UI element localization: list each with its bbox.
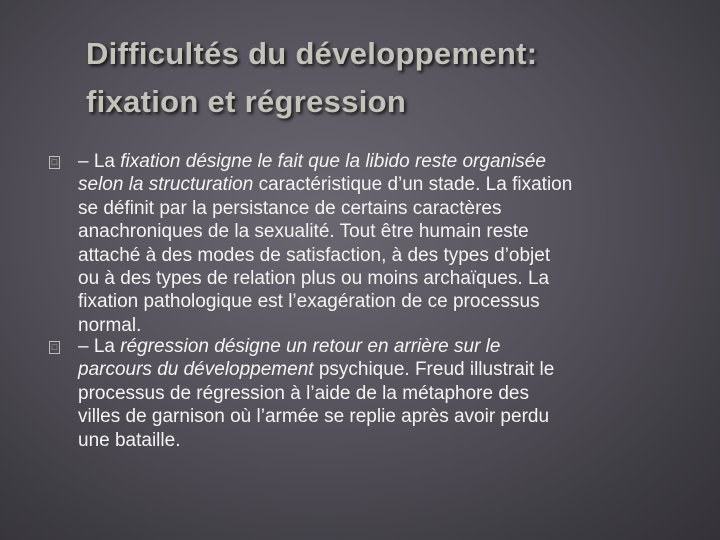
- bullet-line: [78, 244, 688, 267]
- bullet-box-icon: □: [49, 156, 60, 169]
- text-segment: fixation pathologique est l’exagération de ce processus: [78, 291, 540, 313]
- bullet-line: [78, 382, 688, 405]
- italic-term: régression désigne un retour en arrière sur le: [120, 336, 501, 357]
- bullet-line: [78, 267, 688, 290]
- bullet-line: [78, 290, 688, 313]
- text-segment: se définit par la persistance de certains caractères: [78, 197, 502, 219]
- text-segment: normal.: [78, 314, 142, 336]
- bullet-line: [78, 173, 688, 196]
- text-segment: ou à des types de relation plus ou moins archaïques. La: [78, 268, 550, 290]
- text-segment: caractéristique d’un stade. La fixation: [253, 174, 573, 196]
- bullet-line: [78, 314, 688, 337]
- text-segment: villes de garnison où l’armée se replie après avoir perdu: [78, 406, 550, 428]
- bullet-line: [78, 335, 688, 358]
- text-segment: attaché à des modes de satisfaction, à des types d’objet: [78, 244, 551, 266]
- bullet-box-icon: □: [49, 341, 60, 354]
- italic-term: désigne le fait que la libido reste organisée: [185, 151, 546, 172]
- text-segment: anachroniques de la sexualité. Tout être humain reste: [78, 221, 529, 243]
- text-segment: – La: [78, 151, 121, 172]
- italic-term: parcours du développement: [78, 359, 314, 381]
- bullet-text: [78, 150, 688, 337]
- bullet-line: [78, 405, 688, 428]
- text-segment: processus de régression à l’aide de la métaphore des: [78, 382, 529, 404]
- italic-term: fixation: [120, 151, 181, 172]
- bullet-line: [78, 150, 688, 173]
- italic-term: selon la structuration: [78, 174, 254, 196]
- text-segment: – La: [78, 336, 121, 357]
- bullet-text: [78, 335, 688, 452]
- slide-title-line-2: fixation et régression: [86, 84, 407, 119]
- bullet-line: [78, 429, 688, 452]
- bullet-line: [78, 358, 688, 381]
- slide-title-line-1: Difficultés du développement:: [86, 36, 538, 71]
- bullet-line: [78, 220, 688, 243]
- text-segment: psychique. Freud illustrait le: [313, 359, 555, 381]
- text-segment: une bataille.: [78, 429, 181, 451]
- slide-title: [86, 30, 686, 126]
- bullet-line: [78, 197, 688, 220]
